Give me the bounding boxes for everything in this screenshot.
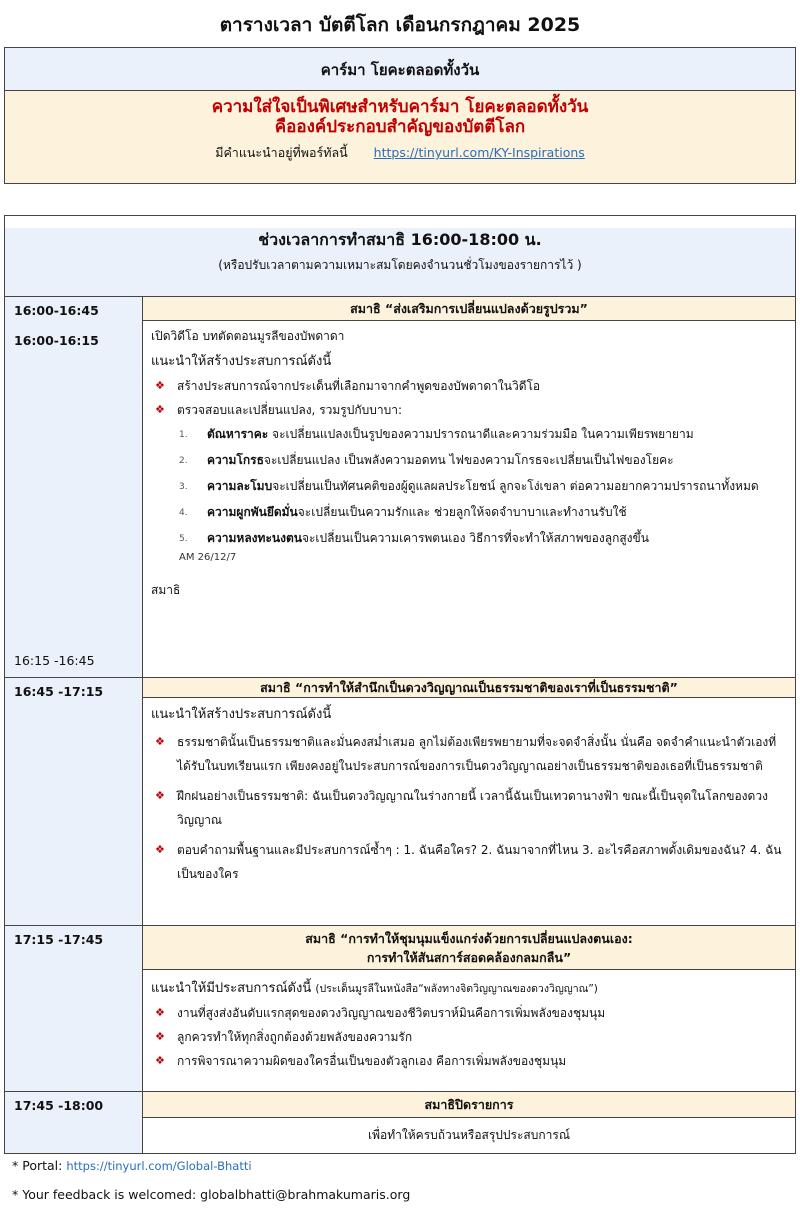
intro-text: เปิดวิดีโอ บทตัดตอนมูรลีของบัพดาดา: [151, 329, 345, 343]
lead-note: (ประเด็นมูรลีในหนังสือ“พลังทางจิตวิญญาณของดวงวิญญาณ”): [315, 983, 598, 995]
time-label: 16:45 -17:15: [14, 684, 104, 699]
content-cell: [143, 678, 795, 925]
list-item: ❖ ตรวจสอบและเปลี่ยนแปลง, รวมรูปกับบาบา:: [155, 403, 402, 417]
lead-text: แนะนำให้มีประสบการณ์ดังนี้: [151, 981, 312, 996]
schedule-table: [4, 215, 796, 1154]
list-item: ❖ การพิจารณาความผิดของใครอื่นเป็นของตัวลูกเอง คือการเพิ่มพลังของชุมนุม: [155, 1054, 567, 1068]
schedule-subtitle: (หรือปรับเวลาตามความเหมาะสมโดยคงจำนวนชั่วโมงของรายการไว้ ): [218, 258, 582, 272]
session-heading-line-1: สมาธิ “การทำให้ชุมนุมแข็งแกร่งด้วยการเปลี่ยนแปลงตนเอง:: [305, 931, 633, 946]
time-cell: [5, 678, 143, 925]
numbered-item: 2. ความโกรธจะเปลี่ยนแปลง เป็นพลังความอดทน ไฟของความโกรธจะเปลี่ยนเป็นไฟของโยคะ: [179, 453, 674, 467]
session-heading: สมาธิ “ส่งเสริมการเปลี่ยนแปลงด้วยรูปรวม”: [143, 297, 795, 321]
numbered-item: 3. ความละโมบจะเปลี่ยนเป็นทัศนคติของผู้ดูแลผลประโยชน์ ลูกจะโง่เขลา ต่อความอยากความปรารถนาทั้งหมด: [179, 479, 759, 493]
portal-label: * Portal:: [12, 1158, 63, 1173]
content-cell: [143, 297, 795, 677]
time-label: 17:15 -17:45: [14, 932, 104, 947]
time-label: 16:15 -16:45: [14, 653, 95, 668]
meditation-label: สมาธิ: [151, 583, 181, 597]
list-item: ❖ ธรรมชาตินั้นเป็นธรรมชาติและมั่นคงสม่ำเสมอ ลูกไม่ต้องเพียรพยายามที่จะจดจำสิ่งนั้น นั่นคือ จดจำคำแนะนำตัวเองที่ได้รับในบทเรียนแรก เพียงคงอยู่ในประสบการณ์ของการเป็นดวงวิญญาณอย่างเป็นธรรมชาติของเธอที่เป็นธรรมชาติ: [151, 730, 787, 778]
session-row-1: [5, 297, 795, 678]
karma-highlight: [4, 91, 796, 184]
list-item: ❖ ลูกควรทำให้ทุกสิ่งถูกต้องด้วยพลังของความรัก: [155, 1030, 413, 1044]
time-label: 17:45 -18:00: [14, 1098, 104, 1113]
tips-label: มีคำแนะนำอยู่ที่พอร์ทัลนี้: [215, 145, 348, 160]
highlight-line-1: ความใส่ใจเป็นพิเศษสำหรับคาร์มา โยคะตลอดทั้งวัน: [211, 97, 589, 117]
diamond-bullet-icon: ❖: [155, 379, 165, 392]
session-heading: สมาธิปิดรายการ: [143, 1092, 795, 1118]
page-title: ตารางเวลา บัตตีโลก เดือนกรกฎาคม 2025: [219, 14, 581, 36]
time-cell: [5, 926, 143, 1091]
lead-row: [151, 980, 787, 998]
session-row-4: [5, 1092, 795, 1153]
list-item: ❖ งานที่สูงส่งอันดับแรกสุดของดวงวิญญาณของชีวิตบราห์มินคือการเพิ่มพลังของชุมนุม: [155, 1006, 606, 1020]
numbered-item: 1. ตัณหาราคะ จะเปลี่ยนแปลงเป็นรูปของความปรารถนาดีและความร่วมมือ ในความเพียรพยายาม: [179, 427, 694, 441]
time-label: 16:00-16:15: [14, 333, 99, 348]
reference-note: AM 26/12/7: [179, 552, 237, 563]
feedback-text: * Your feedback is welcomed: globalbhatti@brahmakumaris.org: [12, 1187, 411, 1202]
schedule-header: [5, 228, 795, 297]
diamond-bullet-icon: ❖: [155, 1006, 165, 1019]
session-heading-line-2: การทำให้สันสการ์สอดคล้องกลมกลืน”: [366, 950, 572, 965]
lead-text: แนะนำให้สร้างประสบการณ์ดังนี้: [151, 354, 332, 369]
tips-row: [5, 143, 795, 163]
portal-row: [12, 1158, 252, 1173]
session-row-3: [5, 926, 795, 1092]
list-item: ❖ ตอบคำถามพื้นฐานและมีประสบการณ์ซ้ำๆ : 1. ฉันคือใคร? 2. ฉันมาจากที่ไหน 3. อะไรคือสภาพดั้งเดิมของฉัน? 4. ฉันเป็นของใคร: [151, 838, 787, 886]
content-cell: [143, 1092, 795, 1153]
numbered-item: 4. ความผูกพันยึดมั่นจะเปลี่ยนเป็นความรักและ ช่วยลูกให้จดจำบาบาและทำงานรับใช้: [179, 505, 627, 519]
diamond-bullet-icon: ❖: [155, 789, 165, 802]
time-cell: [5, 297, 143, 677]
lead-text: แนะนำให้สร้างประสบการณ์ดังนี้: [151, 707, 332, 722]
tips-link[interactable]: https://tinyurl.com/KY-Inspirations: [373, 145, 585, 160]
closing-text: เพื่อทำให้ครบถ้วนหรือสรุปประสบการณ์: [368, 1128, 570, 1142]
numbered-item: 5. ความหลงทะนงตนจะเปลี่ยนเป็นความเคารพตนเอง วิธีการที่จะทำให้สภาพของลูกสูงขึ้น: [179, 531, 649, 545]
session-heading: สมาธิ “การทำให้สำนึกเป็นดวงวิญญาณเป็นธรรมชาติของเราที่เป็นธรรมชาติ”: [143, 678, 795, 698]
time-cell: [5, 1092, 143, 1153]
time-label: 16:00-16:45: [14, 303, 99, 318]
karma-header: คาร์มา โยคะตลอดทั้งวัน: [4, 47, 796, 91]
portal-link[interactable]: https://tinyurl.com/Global-Bhatti: [66, 1159, 252, 1173]
diamond-bullet-icon: ❖: [155, 1030, 165, 1043]
content-cell: [143, 926, 795, 1091]
schedule-title: ช่วงเวลาการทำสมาธิ 16:00-18:00 น.: [258, 230, 542, 249]
diamond-bullet-icon: ❖: [155, 1054, 165, 1067]
session-row-2: [5, 678, 795, 926]
list-item: ❖ ฝึกฝนอย่างเป็นธรรมชาติ: ฉันเป็นดวงวิญญาณในร่างกายนี้ เวลานี้ฉันเป็นเทวดานางฟ้า ขณะนี้เป็นจุดในโลกของดวงวิญญาณ: [151, 784, 787, 832]
highlight-line-2: คือองค์ประกอบสำคัญของบัตตีโลก: [274, 117, 526, 137]
diamond-bullet-icon: ❖: [155, 735, 165, 748]
diamond-bullet-icon: ❖: [155, 403, 165, 416]
list-item: ❖ สร้างประสบการณ์จากประเด็นที่เลือกมาจากคำพูดของบัพดาดาในวิดีโอ: [155, 379, 541, 393]
diamond-bullet-icon: ❖: [155, 843, 165, 856]
session-heading: [143, 926, 795, 970]
